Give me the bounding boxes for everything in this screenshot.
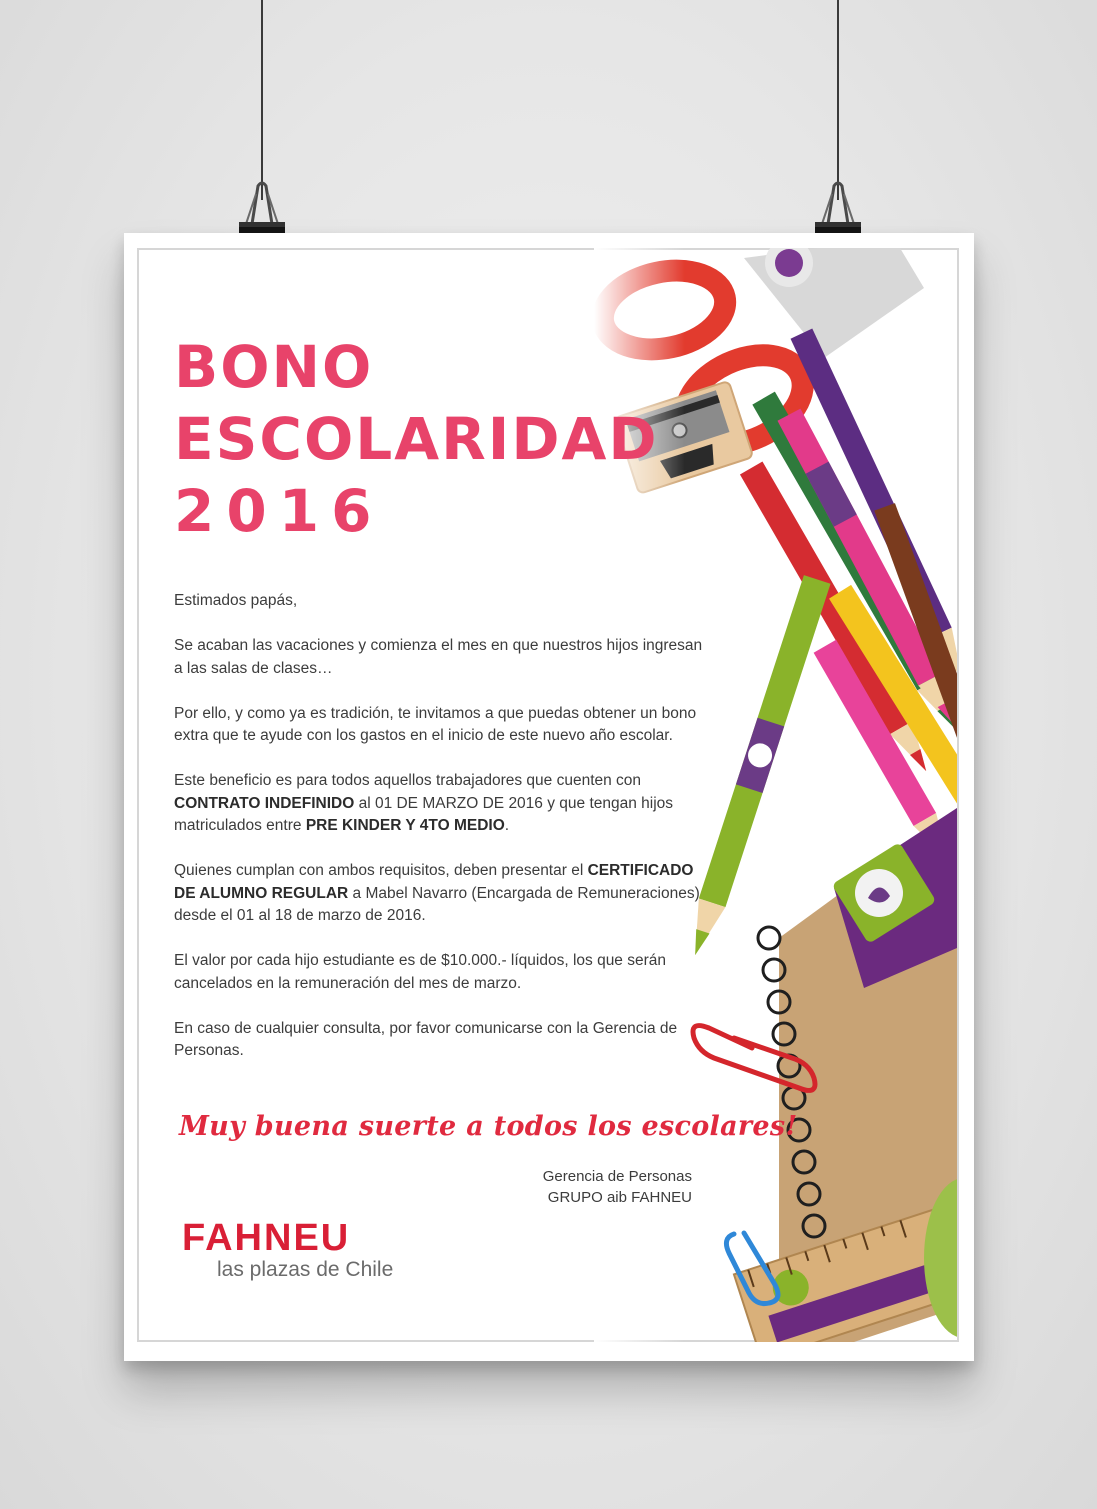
logo-tagline: las plazas de Chile	[217, 1258, 394, 1281]
paragraph-contact: En caso de cualquier consulta, por favor comunicarse con la Gerencia de Personas.	[174, 1019, 678, 1059]
title-line-2: ESCOLARIDAD	[174, 405, 659, 473]
requirements-text-1: Quienes cumplan con ambos requisitos, deben presentar el	[174, 862, 588, 879]
poster-title	[174, 331, 659, 547]
eligibility-bold-contract: CONTRATO INDEFINIDO	[174, 794, 355, 812]
paragraph-invitation: Por ello, y como ya es tradición, te invitamos a que puedas obtener un bono extra que te ayude con los gastos en el inicio de este nuevo año escolar.	[174, 704, 697, 744]
eligibility-bold-grades: PRE KINDER Y 4TO MEDIO	[305, 817, 505, 834]
poster-sheet	[124, 233, 974, 1361]
paragraph-eligibility	[174, 770, 704, 838]
eligibility-text-2: al 01 DE MARZO DE 2016 y que tengan hijos matriculados entre	[174, 794, 674, 834]
eligibility-text-3: .	[504, 817, 510, 834]
greeting: Estimados papás,	[174, 592, 298, 609]
title-line-1: BONO	[174, 333, 374, 401]
signature	[434, 1166, 692, 1208]
fahneu-logo	[182, 1218, 393, 1282]
hanging-wire-right	[837, 0, 839, 200]
hanging-wire-left	[261, 0, 263, 200]
requirements-text-2: a Mabel Navarro (Encargada de Remuneraciones) desde el 01 al 18 de marzo de 2016.	[174, 884, 700, 924]
good-luck-message: Muy buena suerte a todos los escolares!	[179, 1111, 798, 1142]
eligibility-text-1: Este beneficio es para todos aquellos trabajadores que cuenten con	[174, 772, 642, 789]
paragraph-amount: El valor por cada hijo estudiante es de $10.000.- líquidos, los que serán cancelados en la remuneración del mes de marzo.	[174, 952, 667, 992]
logo-name: FAHNEU	[182, 1217, 351, 1259]
signature-company: GRUPO aib FAHNEU	[547, 1189, 692, 1206]
letter-body	[174, 590, 704, 1085]
paragraph-requirements	[174, 860, 704, 928]
title-line-3: 2016	[174, 477, 384, 545]
signature-department: Gerencia de Personas	[542, 1168, 692, 1185]
paragraph-intro: Se acaban las vacaciones y comienza el mes en que nuestros hijos ingresan a las salas de clases…	[174, 637, 703, 677]
requirements-bold-certificate: CERTIFICADO DE ALUMNO REGULAR	[174, 862, 694, 902]
